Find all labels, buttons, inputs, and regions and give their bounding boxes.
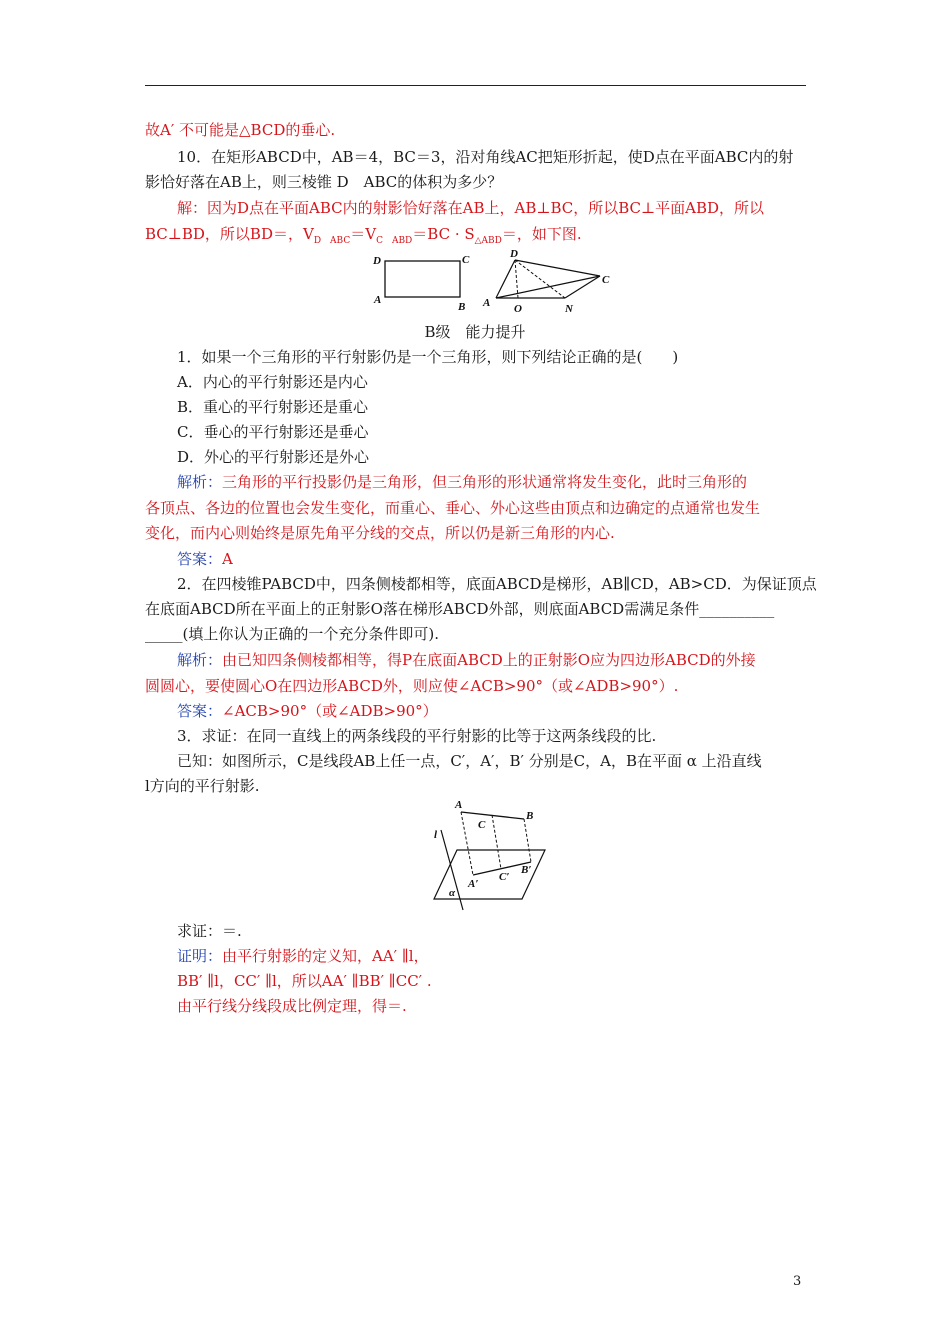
- solution-10-line-2: BC⊥BD，所以BD＝，$V_{D ABC}=V_{C ABD}=BC \cdot S_{\triangle ABD}=$，如下图.: [145, 225, 582, 246]
- proof-line-2: BB′ ∥l，CC′ ∥l，所以AA′ ∥BB′ ∥CC′ .: [177, 972, 432, 990]
- analysis-2-line-1: 解析：由已知四条侧棱都相等，得P在底面ABCD上的正射影O应为四边形ABCD的外接: [177, 651, 756, 669]
- solution-label: 解：: [177, 199, 208, 217]
- question-2-line-2: 在底面ABCD所在平面上的正射影O落在梯形ABCD外部，则底面ABCD需满足条件__________: [145, 600, 775, 618]
- answer-label: 答案：: [177, 702, 223, 720]
- analysis-1-line-1: 解析：三角形的平行投影仍是三角形，但三角形的形状通常将发生变化，此时三角形的: [177, 473, 748, 491]
- label-B: B: [458, 301, 466, 313]
- proof-line-3: 由平行线分线段成比例定理，得＝.: [177, 997, 407, 1015]
- analysis-label: 解析：: [177, 473, 223, 491]
- option-d: D．外心的平行射影还是外心: [177, 448, 370, 466]
- solution-10-line-1: 解：因为D点在平面ABC内的射影恰好落在AB上，AB⊥BC，所以BC⊥平面ABD，所以: [177, 199, 765, 217]
- label-O: O: [514, 303, 522, 315]
- analysis-1-line-2: 各顶点、各边的位置也会发生变化，而重心、垂心、外心这些由顶点和边确定的点通常也发生: [145, 499, 761, 517]
- proof-label: 证明：: [177, 947, 223, 965]
- label-alpha: α: [449, 887, 456, 899]
- label-A: A: [455, 799, 463, 811]
- option-c: C．垂心的平行射影还是垂心: [177, 423, 369, 441]
- label-N: N: [565, 303, 573, 315]
- rectangle-figure: [370, 250, 480, 316]
- label-D: D: [373, 255, 381, 267]
- label-C: C: [462, 254, 470, 266]
- label-B-prime: B′: [521, 864, 532, 876]
- section-heading: B级 能力提升: [424, 323, 526, 341]
- question-3-line-1: 3．求证：在同一直线上的两条线段的平行射影的比等于这两条线段的比.: [177, 727, 657, 745]
- proof-line-1: 证明：由平行射影的定义知，AA′ ∥l，: [177, 947, 429, 965]
- label-B: B: [526, 810, 534, 822]
- answer-label: 答案：: [177, 550, 223, 568]
- rectangle-shape: [385, 261, 460, 297]
- analysis-1-line-3: 变化，而内心则始终是原先角平分线的交点，所以仍是新三角形的内心.: [145, 524, 615, 542]
- label-A: A: [483, 297, 491, 309]
- label-C: C: [602, 274, 610, 286]
- question-2-line-3: _____(填上你认为正确的一个充分条件即可).: [145, 625, 439, 643]
- problem-10-line-1: 10．在矩形ABCD中，AB＝4，BC＝3，沿对角线AC把矩形折起，使D点在平面ABC内的射: [177, 148, 794, 166]
- option-a: A．内心的平行射影还是内心: [177, 373, 368, 391]
- label-l: l: [434, 829, 438, 841]
- problem-10-line-2: 影恰好落在AB上，则三棱锥 D ABC的体积为多少？: [145, 173, 503, 191]
- question-3-line-3: l方向的平行射影.: [145, 777, 260, 795]
- label-C: C: [478, 819, 486, 831]
- folded-pyramid-figure: [480, 246, 620, 316]
- option-b: B．重心的平行射影还是重心: [177, 398, 369, 416]
- answer-1: 答案：A: [177, 550, 233, 568]
- to-prove: 求证：＝.: [177, 922, 242, 940]
- parallel-projection-figure: [428, 795, 554, 915]
- question-3-line-2: 已知：如图所示，C是线段AB上任一点，C′，A′，B′ 分别是C，A，B在平面 α 上沿直线: [177, 752, 762, 770]
- analysis-2-line-2: 圆圆心，要使圆心O在四边形ABCD外，则应使∠ACB>90°（或∠ADB>90°）.: [145, 677, 679, 695]
- question-2-line-1: 2．在四棱锥PABCD中，四条侧棱都相等，底面ABCD是梯形，AB∥CD，AB>CD．为保证顶点: [177, 575, 817, 593]
- answer-2: 答案：∠ACB>90°（或∠ADB>90°）: [177, 702, 438, 720]
- header-rule: [145, 85, 806, 86]
- label-A: A: [374, 294, 382, 306]
- label-C-prime: C′: [499, 871, 510, 883]
- question-1: 1．如果一个三角形的平行射影仍是一个三角形，则下列结论正确的是( ): [177, 348, 679, 366]
- page-number: 3: [793, 1274, 802, 1289]
- label-D: D: [510, 248, 518, 260]
- analysis-label: 解析：: [177, 651, 223, 669]
- label-A-prime: A′: [468, 878, 479, 890]
- text-line: 故A′ 不可能是△BCD的垂心.: [145, 121, 336, 139]
